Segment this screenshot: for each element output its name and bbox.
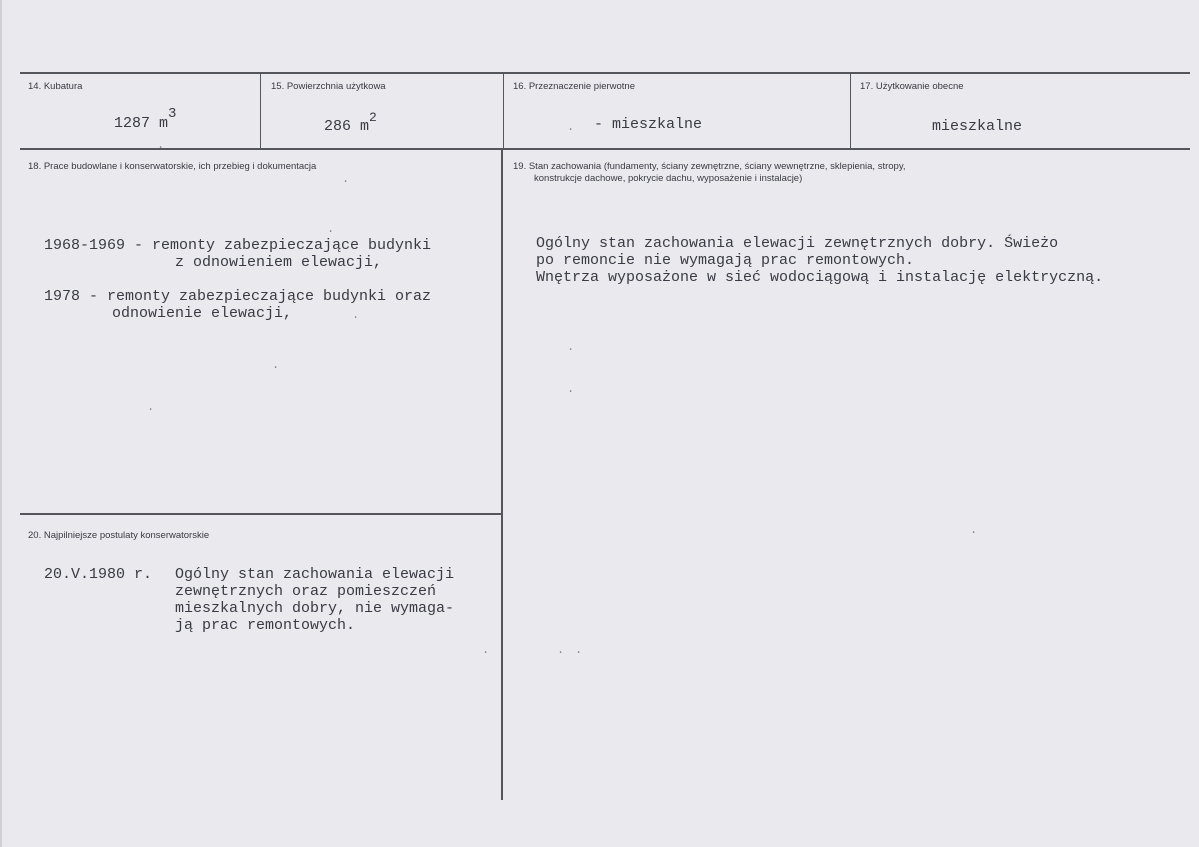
field-18-line-3: 1978 - remonty zabezpieczające budynki oraz	[44, 288, 432, 305]
section20-top-rule	[20, 513, 501, 515]
divider-16-17	[850, 72, 851, 149]
field-20-line-2: zewnętrznych oraz pomieszczeń	[175, 583, 437, 600]
paper-speck: .	[557, 643, 565, 657]
paper-speck: .	[327, 222, 335, 236]
field-18-line-2: z odnowieniem elewacji,	[175, 254, 383, 271]
paper-speck: .	[157, 138, 165, 152]
field-15-value	[324, 112, 377, 135]
field-19-line-3: Wnętrza wyposażone w sieć wodociągową i instalację elektryczną.	[536, 269, 1104, 286]
field-20-line-3: mieszkalnych dobry, nie wymaga-	[175, 600, 455, 617]
paper-speck: .	[482, 643, 490, 657]
paper-speck: .	[342, 172, 350, 186]
field-15-label: 15. Powierzchnia użytkowa	[271, 81, 386, 92]
field-17-label: 17. Użytkowanie obecne	[860, 81, 964, 92]
divider-15-16	[503, 72, 504, 149]
area-value: 286 m	[324, 118, 370, 135]
field-19-label-line-1: 19. Stan zachowania (fundamenty, ściany zewnętrzne, ściany wewnętrzne, sklepienia, stropy,	[513, 161, 906, 172]
field-19-label-line-2: konstrukcje dachowe, pokrycie dachu, wyposażenie i instalacje)	[534, 173, 803, 184]
field-14-label: 14. Kubatura	[28, 81, 83, 92]
paper-speck: .	[567, 340, 575, 354]
paper-speck: .	[970, 523, 978, 537]
field-20-line-4: ją prac remontowych.	[175, 617, 356, 634]
field-18-line-4: odnowienie elewacji,	[112, 305, 293, 322]
field-18-line-1: 1968-1969 - remonty zabezpieczające budynki	[44, 237, 432, 254]
area-exponent: 2	[369, 110, 377, 125]
paper-speck: .	[352, 308, 360, 322]
divider-left-right	[501, 148, 503, 800]
row1-bottom-rule	[20, 148, 1190, 150]
paper-speck: .	[575, 643, 583, 657]
volume-exponent: 3	[168, 106, 177, 122]
top-rule	[20, 72, 1190, 74]
field-20-line-1: Ogólny stan zachowania elewacji	[175, 566, 455, 583]
field-20-label: 20. Najpilniejsze postulaty konserwatorskie	[28, 530, 210, 541]
volume-value: 1287 m	[114, 115, 169, 132]
paper-speck: .	[272, 358, 280, 372]
field-17-value: mieszkalne	[932, 118, 1023, 135]
paper-speck: .	[567, 382, 575, 396]
field-18-label: 18. Prace budowlane i konserwatorskie, ich przebieg i dokumentacja	[28, 161, 317, 172]
paper-speck: .	[567, 120, 575, 134]
field-14-value	[114, 106, 177, 132]
field-16-value: - mieszkalne	[594, 116, 703, 133]
field-20-date: 20.V.1980 r.	[44, 566, 153, 583]
field-19-line-1: Ogólny stan zachowania elewacji zewnętrznych dobry. Świeżo	[536, 235, 1059, 252]
divider-14-15	[260, 72, 261, 149]
field-19-line-2: po remoncie nie wymagają prac remontowych.	[536, 252, 915, 269]
field-16-label: 16. Przeznaczenie pierwotne	[513, 81, 635, 92]
paper-speck: .	[147, 400, 155, 414]
